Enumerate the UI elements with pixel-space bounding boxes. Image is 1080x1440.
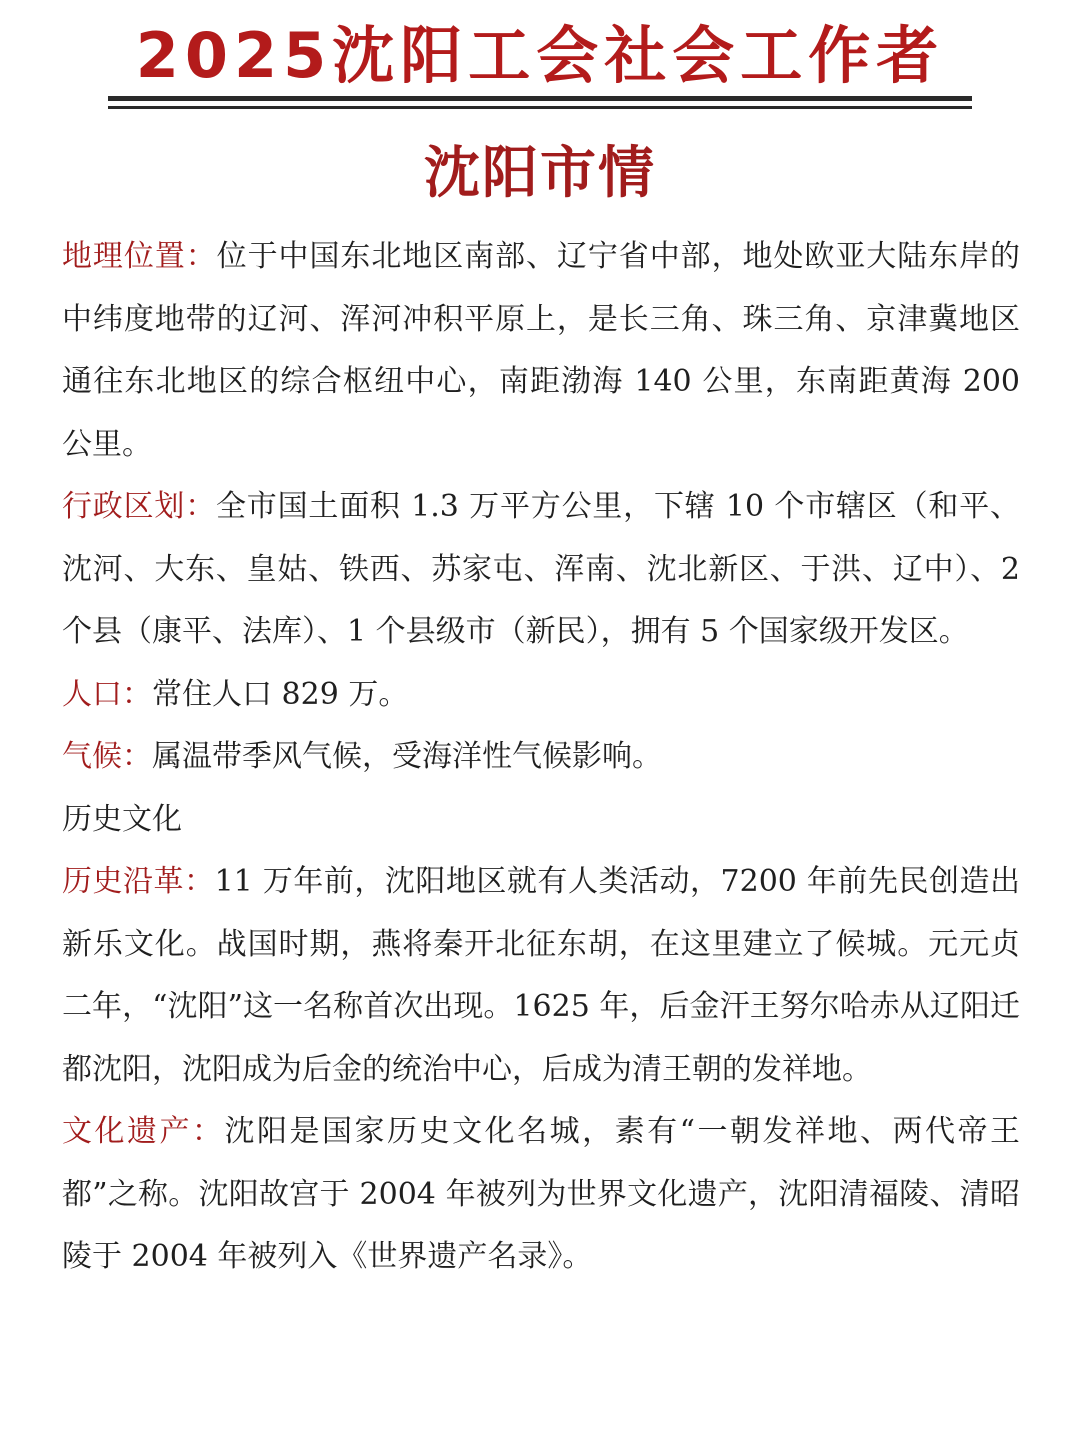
paragraph-text: 位于中国东北地区南部、辽宁省中部，地处欧亚大陆东岸的中纬度地带的辽河、浑河冲积平原上，是长三角、珠三角、京津冀地区通往东北地区的综合枢纽中心，南距渤海 140 公里，东南距黄海 200 公里。 [62, 239, 1021, 462]
paragraph-text: 沈阳是国家历史文化名城，素有“一朝发祥地、两代帝王都”之称。沈阳故宫于 2004 年被列为世界文化遗产，沈阳清福陵、清昭陵于 2004 年被列入《世界遗产名录》。 [62, 1114, 1020, 1274]
paragraph-climate [62, 726, 1020, 789]
paragraph-label: 气候： [62, 739, 152, 774]
paragraph-label: 人口： [62, 676, 152, 712]
paragraph-geography [62, 226, 1020, 476]
paragraph-label: 文化遗产： [62, 1114, 225, 1149]
paragraph-label: 历史沿革： [62, 864, 215, 899]
header-divider-thick [108, 96, 972, 101]
section-title: 沈阳市情 [424, 141, 656, 206]
paragraph-history [62, 851, 1020, 1101]
paragraph-text: 属温带季风气候，受海洋性气候影响。 [152, 739, 662, 774]
page-header-title: 2025沈阳工会社会工作者 [135, 19, 945, 92]
paragraph-text: 历史文化 [62, 801, 182, 837]
paragraph-text: 全市国土面积 1.3 万平方公里，下辖 10 个市辖区（和平、沈河、大东、皇姑、铁西、苏家屯、浑南、沈北新区、于洪、辽中）、2 个县（康平、法库）、1 个县级市（新民），拥有 5 个国家级开发区。 [62, 489, 1021, 649]
header-divider-thin [108, 106, 972, 109]
paragraph-text: 常住人口 829 万。 [152, 676, 409, 712]
paragraph-population [62, 664, 1020, 727]
paragraph-heritage [62, 1101, 1020, 1289]
paragraph-text: 11 万年前，沈阳地区就有人类活动，7200 年前先民创造出新乐文化。战国时期，燕将秦开北征东胡，在这里建立了候城。元元贞二年，“沈阳”这一名称首次出现。1625 年，后金汗王努尔哈赤从辽阳迁都沈阳，沈阳成为后金的统治中心，后成为清王朝的发祥地。 [62, 864, 1021, 1087]
article-body [62, 226, 1020, 1289]
paragraph-label: 地理位置： [62, 239, 217, 274]
subheading-history-culture [62, 789, 1020, 852]
paragraph-administration [62, 476, 1020, 664]
paragraph-label: 行政区划： [62, 489, 216, 524]
